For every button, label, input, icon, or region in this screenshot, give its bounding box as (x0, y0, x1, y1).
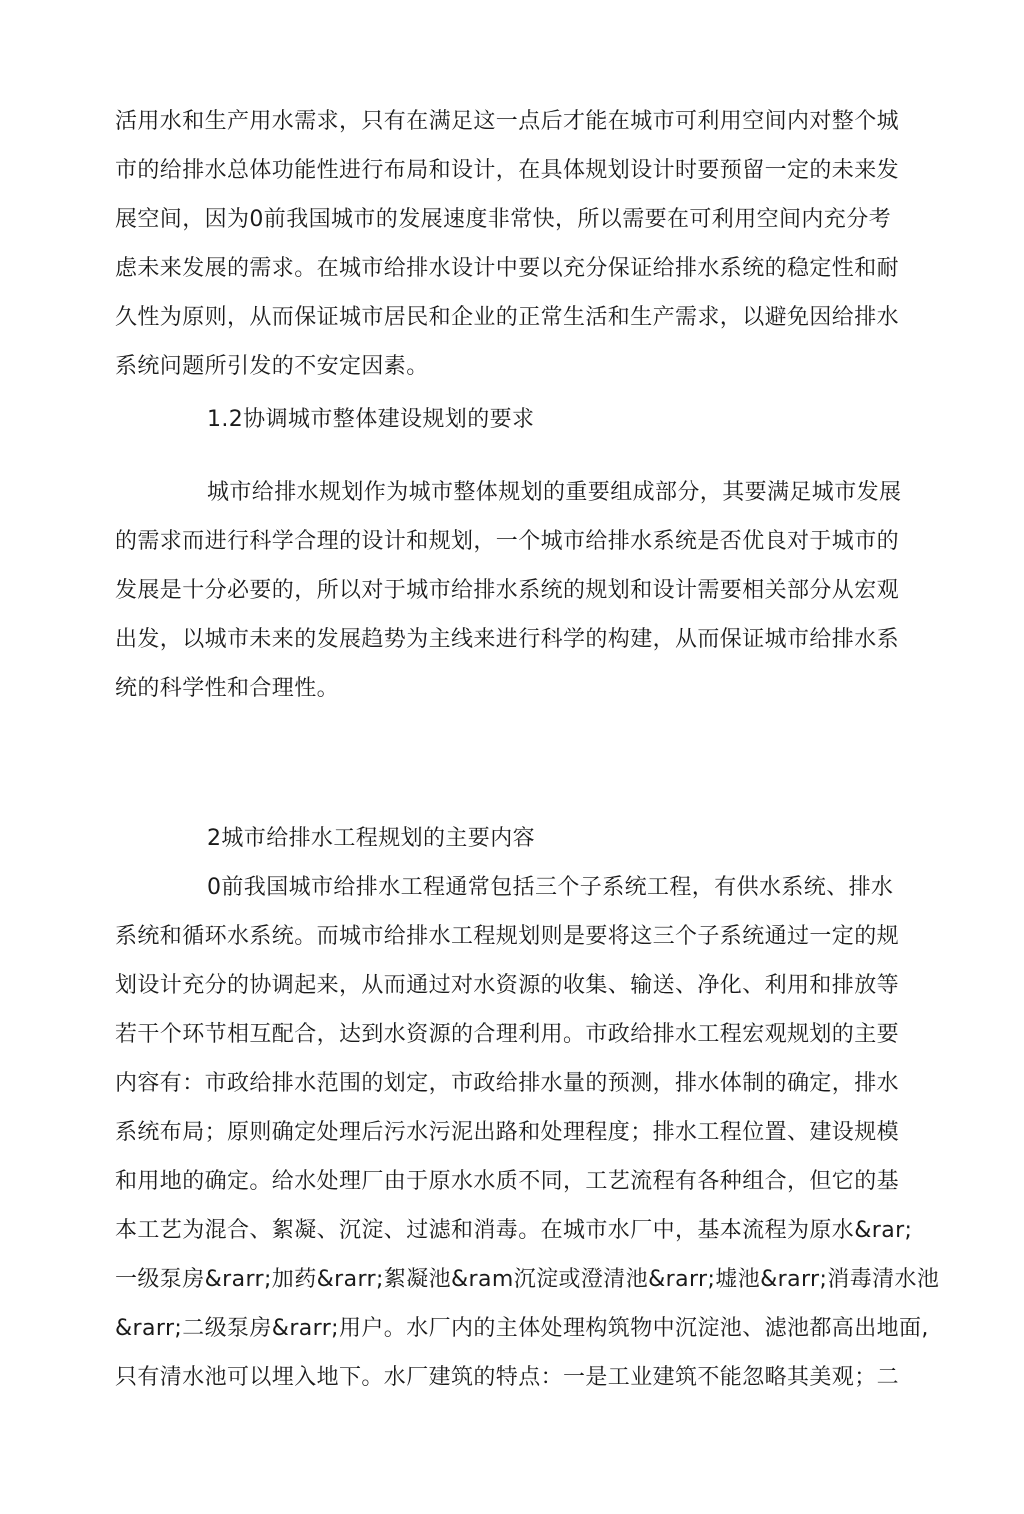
paragraph-2-line-3: 发展是十分必要的，所以对于城市给排水系统的规划和设计需要相关部分从宏观 (115, 578, 900, 603)
paragraph-3-line-2: 系统和循环水系统。而城市给排水工程规划则是要将这三个子系统通过一定的规 (115, 924, 900, 949)
paragraph-3-line-4: 若干个环节相互配合，达到水资源的合理利用。市政给排水工程宏观规划的主要 (115, 1022, 900, 1047)
paragraph-3-line-1: 0前我国城市给排水工程通常包括三个子系统工程，有供水系统、排水 (207, 875, 894, 900)
paragraph-2-line-2: 的需求而进行科学合理的设计和规划，一个城市给排水系统是否优良对于城市的 (115, 529, 900, 554)
paragraph-1-line-2: 市的给排水总体功能性进行布局和设计，在具体规划设计时要预留一定的未来发 (115, 158, 900, 183)
paragraph-1-line-3: 展空间，因为0前我国城市的发展速度非常快，所以需要在可利用空间内充分考 (115, 207, 891, 232)
paragraph-1-line-5: 久性为原则，从而保证城市居民和企业的正常生活和生产需求，以避免因给排水 (115, 305, 900, 330)
paragraph-1-line-6: 系统问题所引发的不安定因素。 (115, 354, 429, 379)
section-heading-2: 2城市给排水工程规划的主要内容 (207, 826, 535, 851)
paragraph-3-line-5: 内容有：市政给排水范围的划定，市政给排水量的预测，排水体制的确定，排水 (115, 1071, 900, 1096)
paragraph-3-line-8: 本工艺为混合、絮凝、沉淀、过滤和消毒。在城市水厂中，基本流程为原水&rar; (115, 1218, 913, 1243)
paragraph-2-line-4: 出发，以城市未来的发展趋势为主线来进行科学的构建，从而保证城市给排水系 (115, 627, 900, 652)
paragraph-3-line-3: 划设计充分的协调起来，从而通过对水资源的收集、输送、净化、利用和排放等 (115, 973, 900, 998)
paragraph-2-line-5: 统的科学性和合理性。 (115, 676, 340, 701)
paragraph-3-line-6: 系统布局；原则确定处理后污水污泥出路和处理程度；排水工程位置、建设规模 (115, 1120, 900, 1145)
paragraph-2-line-1: 城市给排水规划作为城市整体规划的重要组成部分，其要满足城市发展 (207, 480, 902, 505)
paragraph-1-line-1: 活用水和生产用水需求，只有在满足这一点后才能在城市可利用空间内对整个城 (115, 109, 900, 134)
paragraph-3-line-10: &rarr;二级泵房&rarr;用户。水厂内的主体处理构筑物中沉淀池、滤池都高出地面, (115, 1316, 929, 1341)
paragraph-3-line-7: 和用地的确定。给水处理厂由于原水水质不同，工艺流程有各种组合，但它的基 (115, 1169, 900, 1194)
paragraph-1-line-4: 虑未来发展的需求。在城市给排水设计中要以充分保证给排水系统的稳定性和耐 (115, 256, 900, 281)
paragraph-3-line-9: 一级泵房&rarr;加药&rarr;絮凝池&ram沉淀或澄清池&rarr;墟池&rarr;消毒清水池 (115, 1267, 940, 1292)
section-heading-1-2: 1.2协调城市整体建设规划的要求 (207, 407, 535, 432)
paragraph-3-line-11: 只有清水池可以埋入地下。水厂建筑的特点：一是工业建筑不能忽略其美观；二 (115, 1365, 900, 1390)
